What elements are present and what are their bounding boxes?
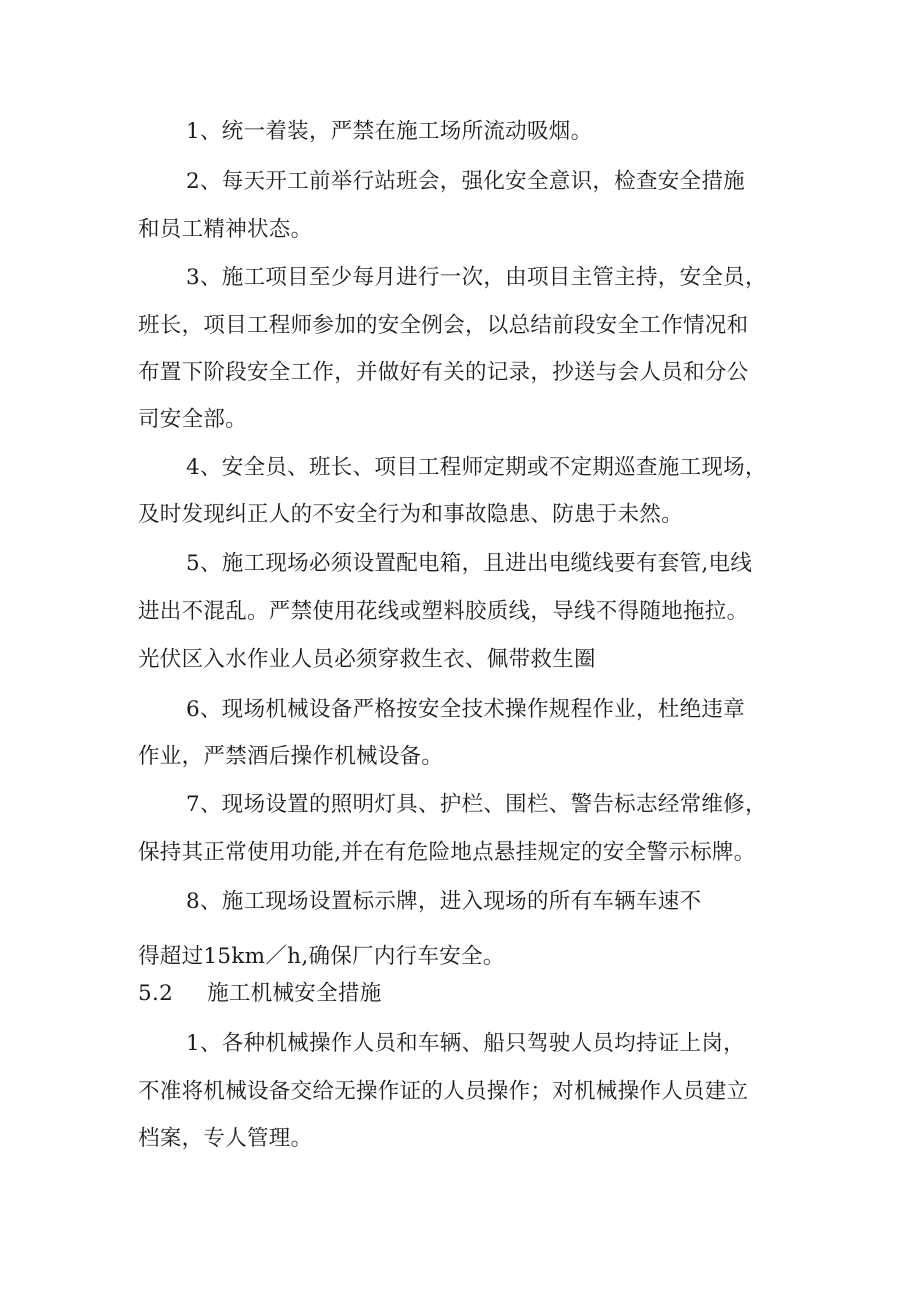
section-number: 5.2 xyxy=(138,981,174,1006)
item-3-line-1: 3、施工项目至少每月进行一次，由项目主管主持，安全员， xyxy=(186,265,767,290)
section-title: 施工机械安全措施 xyxy=(207,981,382,1006)
item-7-line-1: 7、现场设置的照明灯具、护栏、围栏、警告标志经常维修， xyxy=(186,792,767,817)
section-item-1-line-3: 档案，专人管理。 xyxy=(138,1126,313,1151)
item-2-line-1: 2、每天开工前举行站班会，强化安全意识，检查安全措施 xyxy=(186,169,745,194)
section-item-1-line-2: 不准将机械设备交给无操作证的人员操作；对机械操作人员建立 xyxy=(138,1079,749,1104)
item-2-line-2: 和员工精神状态。 xyxy=(138,217,313,242)
item-3-line-2: 班长，项目工程师参加的安全例会，以总结前段安全工作情况和 xyxy=(138,313,749,338)
item-5-line-1: 5、施工现场必须设置配电箱，且进出电缆线要有套管,电线 xyxy=(186,551,753,576)
item-3-line-4: 司安全部。 xyxy=(138,407,248,432)
item-8-line-2: 得超过15km／h,确保厂内行车安全。 xyxy=(138,944,505,969)
item-1-line-1: 1、统一着装，严禁在施工场所流动吸烟。 xyxy=(186,119,593,144)
item-5-line-3: 光伏区入水作业人员必须穿救生衣、佩带救生圈 xyxy=(138,647,596,672)
item-4-line-1: 4、安全员、班长、项目工程师定期或不定期巡查施工现场， xyxy=(186,455,767,480)
item-6-line-1: 6、现场机械设备严格按安全技术操作规程作业，杜绝违章 xyxy=(186,697,745,722)
section-item-1-line-1: 1、各种机械操作人员和车辆、船只驾驶人员均持证上岗， xyxy=(186,1031,745,1056)
item-6-line-2: 作业，严禁酒后操作机械设备。 xyxy=(138,744,444,769)
item-3-line-3: 布置下阶段安全工作，并做好有关的记录，抄送与会人员和分公 xyxy=(138,360,749,385)
item-4-line-2: 及时发现纠正人的不安全行为和事故隐患、防患于未然。 xyxy=(138,502,684,527)
item-5-line-2: 进出不混乱。严禁使用花线或塑料胶质线，导线不得随地拖拉。 xyxy=(138,599,749,624)
section-heading xyxy=(138,979,798,1009)
item-7-line-2: 保持其正常使用功能,并在有危险地点悬挂规定的安全警示标牌。 xyxy=(138,840,756,865)
item-8-line-1: 8、施工现场设置标示牌，进入现场的所有车辆车速不 xyxy=(186,889,702,914)
